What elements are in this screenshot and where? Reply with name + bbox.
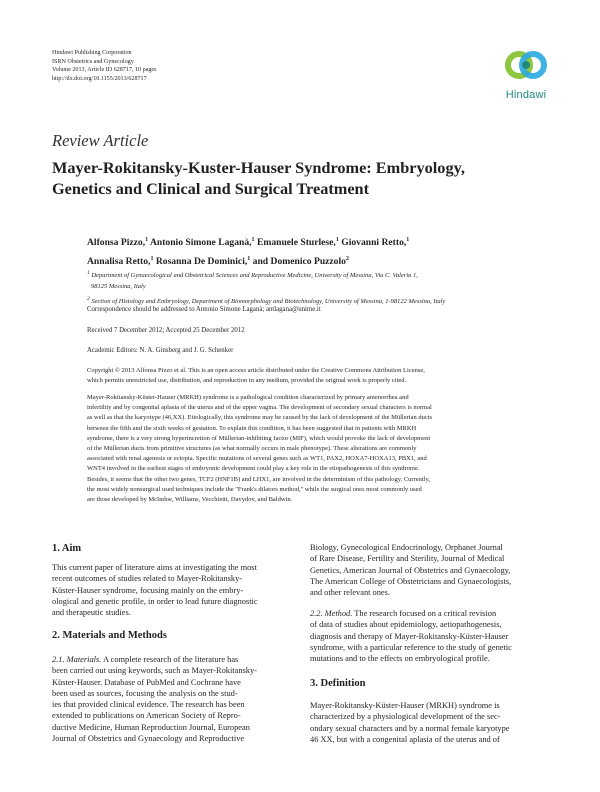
affiliation: $^2$ Section of Histology and Embryology, Department of Biomorphology and Biotechnology, University of Messina, 1-98122 Messina, Italy	[87, 295, 446, 305]
subsection-label: 2.2. Method.	[310, 609, 353, 618]
affiliation: $^1$ Department of Gynaecological and Obstetrical Sciences and Reproductive Medicine, University of Messina, Via C. Valeria 1, 98125 Messina, Italy	[87, 270, 418, 290]
volume-info: Volume 2013, Article ID 628717, 10 pages	[52, 67, 157, 74]
section-heading-definition: 3. Definition	[310, 678, 366, 689]
publisher-info	[52, 49, 156, 84]
author-line-1	[87, 232, 557, 251]
received-accepted-dates: Received 7 December 2012; Accepted 25 December 2012	[87, 327, 245, 334]
aim-paragraph: This current paper of literature aims at investigating the most recent outcomes of studies related to Mayer-Rokitansky- Küster-Hauser syndrome, focusing mainly on the embry- ological and genetic profile, in order to lead future diagnostic and therapeutic studies.	[52, 563, 258, 618]
title-line-1: Mayer-Rokitansky-Kuster-Hauser Syndrome: Embryology,	[52, 158, 465, 177]
author-list	[87, 232, 557, 270]
subsection-label: 2.1. Materials.	[52, 655, 102, 664]
materials-continued: Biology, Gynecological Endocrinology, Orphanet Journal of Rare Disease, Fertility and Sterility, Journal of Medical Genetics, American Journal of Obstetrics and Gynaecology, The American College of Obstetricians and Gynaecologists, and other relevant ones.	[310, 543, 512, 598]
section-heading-aim: 1. Aim	[52, 543, 82, 554]
author: Rosanna De Dominici,$^1$	[155, 256, 251, 268]
author: Emanuele Sturlese,$^1$	[256, 237, 339, 249]
hindawi-logo	[496, 44, 556, 106]
hindawi-logo-icon	[504, 44, 548, 86]
definition-paragraph: Mayer-Rokitansky-Küster-Hauser (MRKH) syndrome is characterized by a physiological development of the sec- ondary sexual characters and by a normal female karyotype 46 XX, but with a congenital aplasia of the uterus and of	[310, 701, 510, 744]
journal-name: ISRN Obstetrics and Gynecology	[52, 58, 134, 65]
article-type: Review Article	[52, 131, 149, 150]
article-title	[52, 157, 552, 199]
affiliations	[87, 268, 557, 308]
hindawi-logo-text: Hindawi	[505, 89, 547, 101]
materials-paragraph: 2.1. Materials. A complete research of the literature has been carried out using keywords, such as Mayer-Rokitansky- Küster-Hauser. Database of PubMed and Cochrane have been used as sources, focusing the analysis on the stud- ies that provided clinical evidence. The research has been extended to publications on American Society of Repro- ductive Medicine, Human Reproduction Journal, European Journal of Obstetrics and Gynaecology and Reproductive	[52, 655, 257, 744]
academic-editors: Academic Editors: N. A. Ginsberg and J. G. Schenker	[87, 347, 234, 354]
author: and Domenico Puzzolo$^2$	[252, 256, 349, 268]
method-paragraph: 2.2. Method. The research focused on a critical revision of data of studies about epidemiology, aetiopathogenesis, diagnosis and therapy of Mayer-Rokitansky-Küster-Hauser syndrome, with a particular reference to the study of genetic mutations and to the effects on embryological profile.	[310, 609, 512, 664]
author: Antonio Simone Laganà,$^1$	[149, 237, 255, 249]
section-heading-methods: 2. Materials and Methods	[52, 630, 167, 641]
abstract: Mayer-Rokitansky-Küster-Hauser (MRKH) syndrome is a pathological condition characterized by primary amenorrhea and infertility and by congenital aplasia of the uterus and of the upper vagina. The development of secondary sexual characters is normal as well as that the karyotype (46,XX). Etiologically, this syndrome may be caused by the lack of development of the Müllerian ducts between the fifth and the sixth weeks of gestation. To explain this condition, it has been suggested that in patients with MRKH syndrome, there is a very strong hyperincretion of Müllerian-inhibiting factor (MIF), which would provoke the lack of development of the Müllerian ducts from primitive structures (as what normally occurs in male phenotype). These alterations are commonly associated with renal agenesis or ectopia. Specific mutations of several genes such as WT1, PAX2, HOXA7-HOXA13, PBX1, and WNT4 involved in the earliest stages of embryonic development could play a key role in the etiopathogenesis of this syndrome. Besides, it seems that the other two genes, TCF2 (HNF1B) and LHX1, are involved in the determinism of this pathology. Currently, the most widely nonsurgical used techniques include the "Frank's dilators method," while the surgical ones most commonly used are those developed by McIndoe, Williams, Vecchietti, Davydov, and Baldwin.	[87, 394, 433, 504]
correspondence: Correspondence should be addressed to Antonio Simone Laganà; antlagana@unime.it	[87, 306, 321, 313]
copyright-notice: Copyright © 2013 Alfonsa Pizzo et al. This is an open access article distributed under the Creative Commons Attribution License, which permits unrestricted use, distribution, and reproduction in any medium, provided the original work is properly cited.	[87, 367, 425, 384]
title-line-2: Genetics and Clinical and Surgical Treatment	[52, 179, 370, 198]
publisher-name: Hindawi Publishing Corporation	[52, 50, 132, 56]
author: Giovanni Retto,$^1$	[341, 237, 410, 249]
author: Annalisa Retto,$^1$	[87, 256, 154, 268]
author: Alfonsa Pizzo,$^1$	[87, 237, 149, 249]
doi-link[interactable]: http://dx.doi.org/10.1155/2013/628717	[52, 76, 147, 83]
